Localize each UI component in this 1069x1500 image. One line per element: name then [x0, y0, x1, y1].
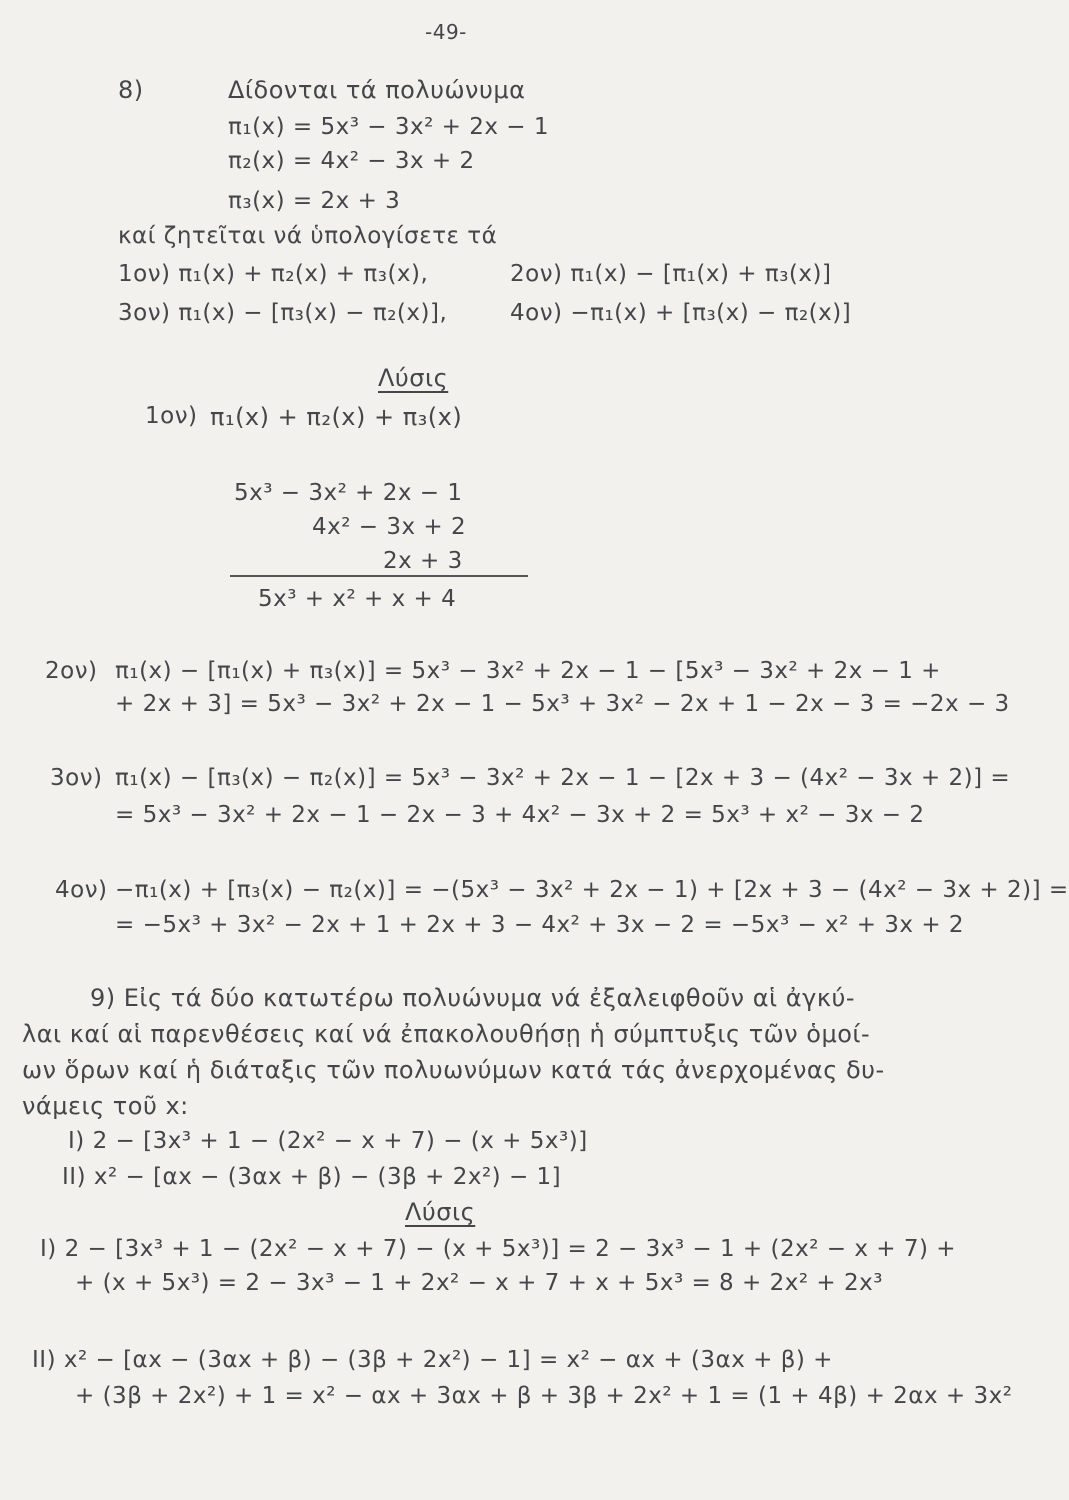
solution-II-line-2: + (3β + 2x²) + 1 = x² − αx + 3αx + β + 3β + 2x² + 1 = (1 + 4β) + 2αx + 3x²	[75, 1383, 1013, 1409]
addition-row-3: 2x + 3	[383, 548, 463, 574]
solution-I-line-2: + (x + 5x³) = 2 − 3x³ − 1 + 2x² − x + 7 + x + 5x³ = 8 + 2x² + 2x³	[75, 1270, 883, 1296]
exercise-8-number: 8)	[118, 76, 144, 104]
solution-title-8: Λύσις	[378, 364, 449, 392]
solution-II-line-1: II) x² − [αx − (3αx + β) − (3β + 2x²) − 1] = x² − αx + (3αx + β) +	[32, 1347, 833, 1373]
sum-divider-line	[230, 575, 528, 577]
solution-1-expression: π₁(x) + π₂(x) + π₃(x)	[210, 403, 463, 431]
task-item-4: 4ον) −π₁(x) + [π₃(x) − π₂(x)]	[510, 300, 852, 326]
exercise-9-item-II: II) x² − [αx − (3αx + β) − (3β + 2x²) − 1]	[62, 1164, 562, 1190]
task-item-2: 2ον) π₁(x) − [π₁(x) + π₃(x)]	[510, 261, 832, 287]
solution-4-line-2: = −5x³ + 3x² − 2x + 1 + 2x + 3 − 4x² + 3x − 2 = −5x³ − x² + 3x + 2	[115, 912, 965, 938]
polynomial-p3: π₃(x) = 2x + 3	[228, 188, 401, 214]
polynomial-p1: π₁(x) = 5x³ − 3x² + 2x − 1	[228, 114, 550, 140]
exercise-9-intro-line-1: 9) Εἰς τά δύο κατωτέρω πολυώνυμα νά ἐξαλειφθοῦν αἱ ἀγκύ-	[90, 984, 856, 1012]
solution-4-line-1: −π₁(x) + [π₃(x) − π₂(x)] = −(5x³ − 3x² + 2x − 1) + [2x + 3 − (4x² − 3x + 2)] =	[115, 877, 1069, 903]
task-item-1: 1ον) π₁(x) + π₂(x) + π₃(x),	[118, 261, 429, 287]
addition-sum: 5x³ + x² + x + 4	[258, 586, 457, 612]
solution-I-line-1: I) 2 − [3x³ + 1 − (2x² − x + 7) − (x + 5x³)] = 2 − 3x³ − 1 + (2x² − x + 7) +	[40, 1236, 957, 1262]
exercise-9-item-I: I) 2 − [3x³ + 1 − (2x² − x + 7) − (x + 5x³)]	[68, 1128, 588, 1154]
solution-4-label: 4ον)	[55, 877, 108, 903]
solution-2-line-2: + 2x + 3] = 5x³ − 3x² + 2x − 1 − 5x³ + 3x² − 2x + 1 − 2x − 3 = −2x − 3	[115, 691, 1010, 717]
solution-3-line-2: = 5x³ − 3x² + 2x − 1 − 2x − 3 + 4x² − 3x + 2 = 5x³ + x² − 3x − 2	[115, 802, 925, 828]
solution-3-label: 3ον)	[50, 765, 103, 791]
polynomial-p2: π₂(x) = 4x² − 3x + 2	[228, 148, 475, 174]
solution-title-9: Λύσις	[405, 1198, 476, 1226]
page-number: -49-	[425, 20, 467, 44]
solution-2-line-1: π₁(x) − [π₁(x) + π₃(x)] = 5x³ − 3x² + 2x − 1 − [5x³ − 3x² + 2x − 1 +	[115, 658, 941, 684]
exercise-8-intro: Δίδονται τά πολυώνυμα	[228, 76, 526, 104]
solution-3-line-1: π₁(x) − [π₃(x) − π₂(x)] = 5x³ − 3x² + 2x − 1 − [2x + 3 − (4x² − 3x + 2)] =	[115, 765, 1011, 791]
addition-row-2: 4x² − 3x + 2	[312, 514, 467, 540]
exercise-9-intro-line-2: λαι καί αἱ παρενθέσεις καί νά ἐπακολουθήσῃ ἡ σύμπτυξις τῶν ὁμοί-	[22, 1020, 871, 1048]
exercise-8-task: καί ζητεῖται νά ὑπολογίσετε τά	[118, 223, 498, 249]
exercise-9-intro-line-4: νάμεις τοῦ x:	[22, 1092, 189, 1120]
addition-row-1: 5x³ − 3x² + 2x − 1	[234, 480, 463, 506]
exercise-9-intro-line-3: ων ὅρων καί ἡ διάταξις τῶν πολυωνύμων κατά τάς ἀνερχομένας δυ-	[22, 1056, 885, 1084]
solution-1-label: 1ον)	[145, 403, 198, 429]
task-item-3: 3ον) π₁(x) − [π₃(x) − π₂(x)],	[118, 300, 448, 326]
solution-2-label: 2ον)	[45, 658, 98, 684]
